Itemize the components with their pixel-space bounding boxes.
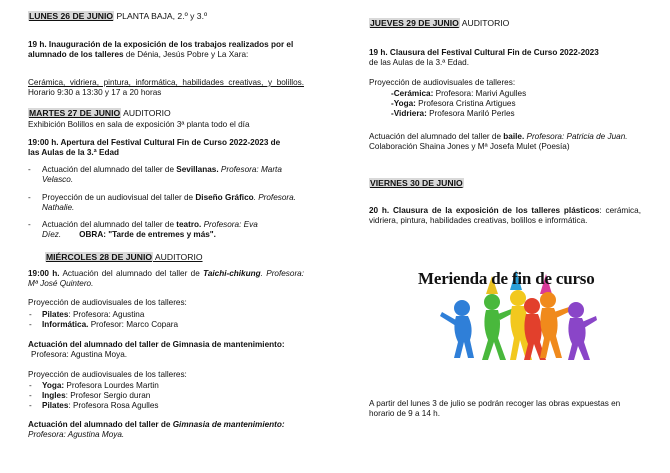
friday-closing: 20 h. Clausura de la exposición de los talleres plásticos: cerámica, vidriera, pintura, habilidades creativas, bolillos e informática. xyxy=(369,206,641,226)
wednesday-projection-2: Proyección de audiovisuales de los talleres: xyxy=(28,370,187,379)
monday-inauguration-places: de Dénia, Jesús Pobre y La Xara: xyxy=(123,50,249,60)
collection-notice: A partir del lunes 3 de julio se podrán recoger las obras expuestas en horario de 9 a 14 h. xyxy=(369,399,621,419)
wednesday-date: MIÉRCOLES 28 DE JUNIO xyxy=(46,252,153,262)
wednesday-sub-informatica: - Informática. Profesor: Marco Copara xyxy=(29,320,179,329)
tuesday-item-sevillanas: - Actuación del alumnado del taller de Sevillanas. Profesora: Marta Velasco. xyxy=(28,165,282,185)
thursday-sub-ceramica: -Cerámica: Profesora: Marivi Agulles xyxy=(391,89,527,98)
thursday-sub-yoga: -Yoga: Profesora Cristina Artigues xyxy=(391,99,516,108)
green-figure xyxy=(482,294,515,360)
friday-header xyxy=(369,178,641,188)
wednesday-gym-2: Actuación del alumnado del taller de Gimnasia de mantenimiento: Profesora: Agustina Moya. xyxy=(28,420,285,440)
bullet-dash-icon: - xyxy=(29,310,32,319)
tuesday-date: MARTES 27 DE JUNIO xyxy=(29,108,121,118)
friday-date: VIERNES 30 DE JUNIO xyxy=(370,178,463,188)
monday-schedule: Horario 9:30 a 13:30 y 17 a 20 horas xyxy=(28,88,162,98)
monday-workshop-list: Cerámica, vidriera, pintura, informática, habilidades creativas, y bolillos. xyxy=(28,78,304,87)
thursday-sub-vidriera: -Vidriera: Profesora Mariló Perles xyxy=(391,109,515,118)
tuesday-festival-opening xyxy=(28,138,290,158)
bullet-dash-icon: - xyxy=(28,193,31,202)
bullet-dash-icon: - xyxy=(29,381,32,390)
purple-figure xyxy=(568,302,597,360)
thursday-projection: Proyección de audiovisuales de talleres: xyxy=(369,78,516,87)
blue-figure xyxy=(440,300,474,358)
thursday-festival-closing: 19 h. Clausura del Festival Cultural Fin de Curso 2022-2023 de las Aulas de la 3.ª Edad. xyxy=(369,48,599,68)
monday-workshops xyxy=(28,78,304,98)
monday-header xyxy=(28,11,304,21)
tuesday-festival-title: 19:00 h. Apertura del Festival Cultural Fin de Curso 2022-2023 de las Aulas de la 3.ª Edad xyxy=(28,138,281,158)
wednesday-sub-yoga: - Yoga: Profesora Lourdes Martin xyxy=(29,381,159,390)
wednesday-header xyxy=(45,252,321,262)
bullet-dash-icon: - xyxy=(29,401,32,410)
thursday-date: JUEVES 29 DE JUNIO xyxy=(370,18,459,28)
wednesday-gym-1: Actuación del alumnado del taller de Gimnasia de mantenimiento: Profesora: Agustina Moya. xyxy=(28,340,285,360)
bullet-dash-icon: - xyxy=(28,165,31,174)
bullet-dash-icon: - xyxy=(28,220,31,229)
wednesday-projection-1: Proyección de audiovisuales de los talleres: xyxy=(28,298,187,307)
orange-figure xyxy=(540,292,573,358)
tuesday-header xyxy=(28,108,304,118)
monday-inauguration-title: 19 h. Inauguración de la exposición de los trabajos realizados por el alumnado de los talleres xyxy=(28,40,294,60)
wednesday-sub-ingles: - Ingles: Profesor Sergio duran xyxy=(29,391,151,400)
bullet-dash-icon: - xyxy=(29,320,32,329)
thursday-header xyxy=(369,18,641,28)
wednesday-sub-pilates-2: - Pilates: Profesora Rosa Agulles xyxy=(29,401,159,410)
monday-place: PLANTA BAJA, 2.º y 3.º xyxy=(116,11,208,21)
bullet-dash-icon: - xyxy=(29,391,32,400)
thursday-place: AUDITORIO xyxy=(461,18,510,28)
monday-date: LUNES 26 DE JUNIO xyxy=(29,11,114,21)
tuesday-place: AUDITORIO xyxy=(121,108,171,118)
wednesday-sub-pilates: - Pilates: Profesora: Agustina xyxy=(29,310,145,319)
monday-inauguration xyxy=(28,40,304,60)
dancing-figures-illustration xyxy=(412,268,608,364)
thursday-dance: Actuación del alumnado del taller de baile. Profesora: Patricia de Juan. Colaboración Shaina Jones y Mª Josefa Mulet (Poesía) xyxy=(369,132,628,152)
tuesday-bobbin-lace: Exhibición Bolillos en sala de exposición 3ª planta todo el día xyxy=(28,120,250,129)
art-title: Merienda de fin de curso xyxy=(418,269,595,288)
wednesday-taichi: 19:00 h. Actuación del alumnado del taller de Taichi-chikung. Profesora: Mª José Quintero. xyxy=(28,269,304,289)
tuesday-item-graphic-design: - Proyección de un audiovisual del taller de Diseño Gráfico. Profesora. Nathalie. xyxy=(28,193,296,213)
tuesday-item-theatre: - Actuación del alumnado del taller de teatro. Profesora: Eva Díez. OBRA: "Tarde de entremes y más". xyxy=(28,220,258,240)
theatre-play-title: OBRA: "Tarde de entremes y más". xyxy=(79,230,216,240)
wednesday-place: AUDITORIO xyxy=(153,252,203,262)
